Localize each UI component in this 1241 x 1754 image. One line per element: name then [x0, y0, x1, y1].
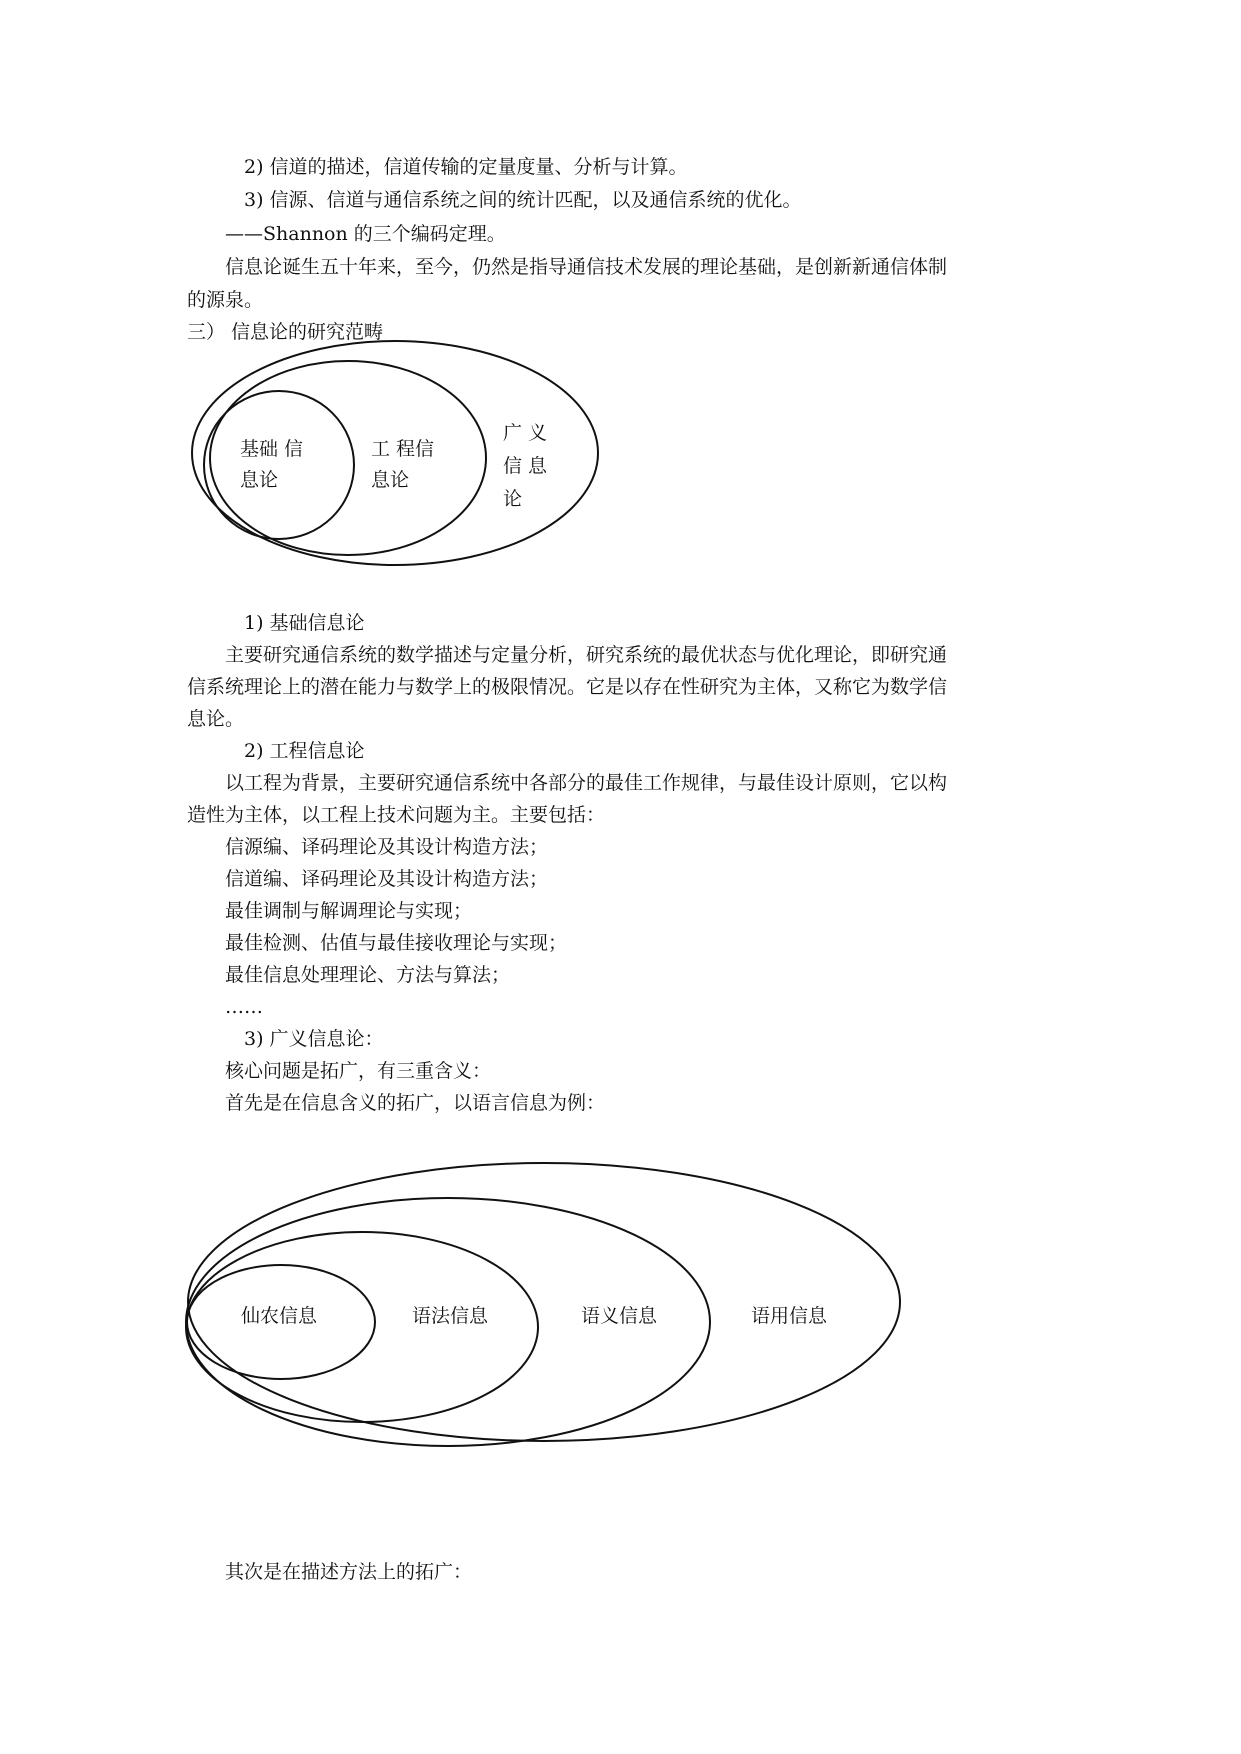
label-basic-info-theory-1: 基础 信: [240, 438, 304, 460]
label-syntax-info: 语法信息: [412, 1305, 489, 1327]
label-general-info-theory-2: 信 息: [503, 455, 548, 477]
text-line-shannon-theorems: ——Shannon 的三个编码定理。: [225, 223, 506, 245]
list-item-modulation: 最佳调制与解调理论与实现；: [225, 900, 473, 922]
subheading-basic-info-theory: 1) 基础信息论: [244, 612, 365, 634]
text-line-basic-desc-2: 信系统理论上的潜在能力与数学上的极限情况。它是以存在性研究为主体，又称它为数学信: [187, 676, 948, 698]
label-engineering-info-theory-1: 工 程信: [371, 438, 435, 460]
label-shannon-info: 仙农信息: [241, 1305, 318, 1327]
text-line-basic-desc-3: 息论。: [187, 708, 245, 730]
text-line-info-theory-50-years: 信息论诞生五十年来，至今，仍然是指导通信技术发展的理论基础，是创新新通信体制: [225, 256, 948, 278]
text-line-engineering-desc-1: 以工程为背景，主要研究通信系统中各部分的最佳工作规律，与最佳设计原则，它以构: [225, 772, 948, 794]
label-engineering-info-theory-2: 息论: [371, 469, 410, 491]
label-general-info-theory-1: 广 义: [503, 422, 548, 444]
list-item-source-coding: 信源编、译码理论及其设计构造方法；: [225, 836, 549, 858]
text-line-first-extension: 首先是在信息含义的拓广，以语言信息为例：: [225, 1092, 606, 1114]
subheading-general-info-theory: 3) 广义信息论：: [244, 1028, 384, 1050]
subheading-engineering-info-theory: 2) 工程信息论: [244, 740, 365, 762]
label-semantic-info: 语义信息: [581, 1305, 658, 1327]
label-basic-info-theory-2: 息论: [240, 469, 279, 491]
text-line-statistical-matching: 3) 信源、信道与通信系统之间的统计匹配，以及通信系统的优化。: [244, 189, 802, 211]
list-item-info-processing: 最佳信息处理理论、方法与算法；: [225, 964, 511, 986]
list-item-channel-coding: 信道编、译码理论及其设计构造方法；: [225, 868, 549, 890]
text-line-second-extension: 其次是在描述方法上的拓广：: [225, 1561, 473, 1583]
list-item-detection: 最佳检测、估值与最佳接收理论与实现；: [225, 932, 568, 954]
label-pragmatic-info: 语用信息: [751, 1305, 828, 1327]
section-heading-research-scope: 三） 信息论的研究范畴: [187, 321, 384, 343]
text-line-engineering-desc-2: 造性为主体，以工程上技术问题为主。主要包括：: [187, 804, 606, 826]
text-line-info-theory-source: 的源泉。: [187, 289, 264, 311]
list-item-ellipsis: ……: [225, 996, 263, 1018]
text-line-basic-desc-1: 主要研究通信系统的数学描述与定量分析，研究系统的最优状态与优化理论，即研究通: [225, 644, 948, 666]
label-general-info-theory-3: 论: [503, 488, 523, 510]
text-line-channel-description: 2) 信道的描述，信道传输的定量度量、分析与计算。: [244, 156, 688, 178]
text-line-core-problem: 核心问题是拓广，有三重含义：: [225, 1060, 492, 1082]
